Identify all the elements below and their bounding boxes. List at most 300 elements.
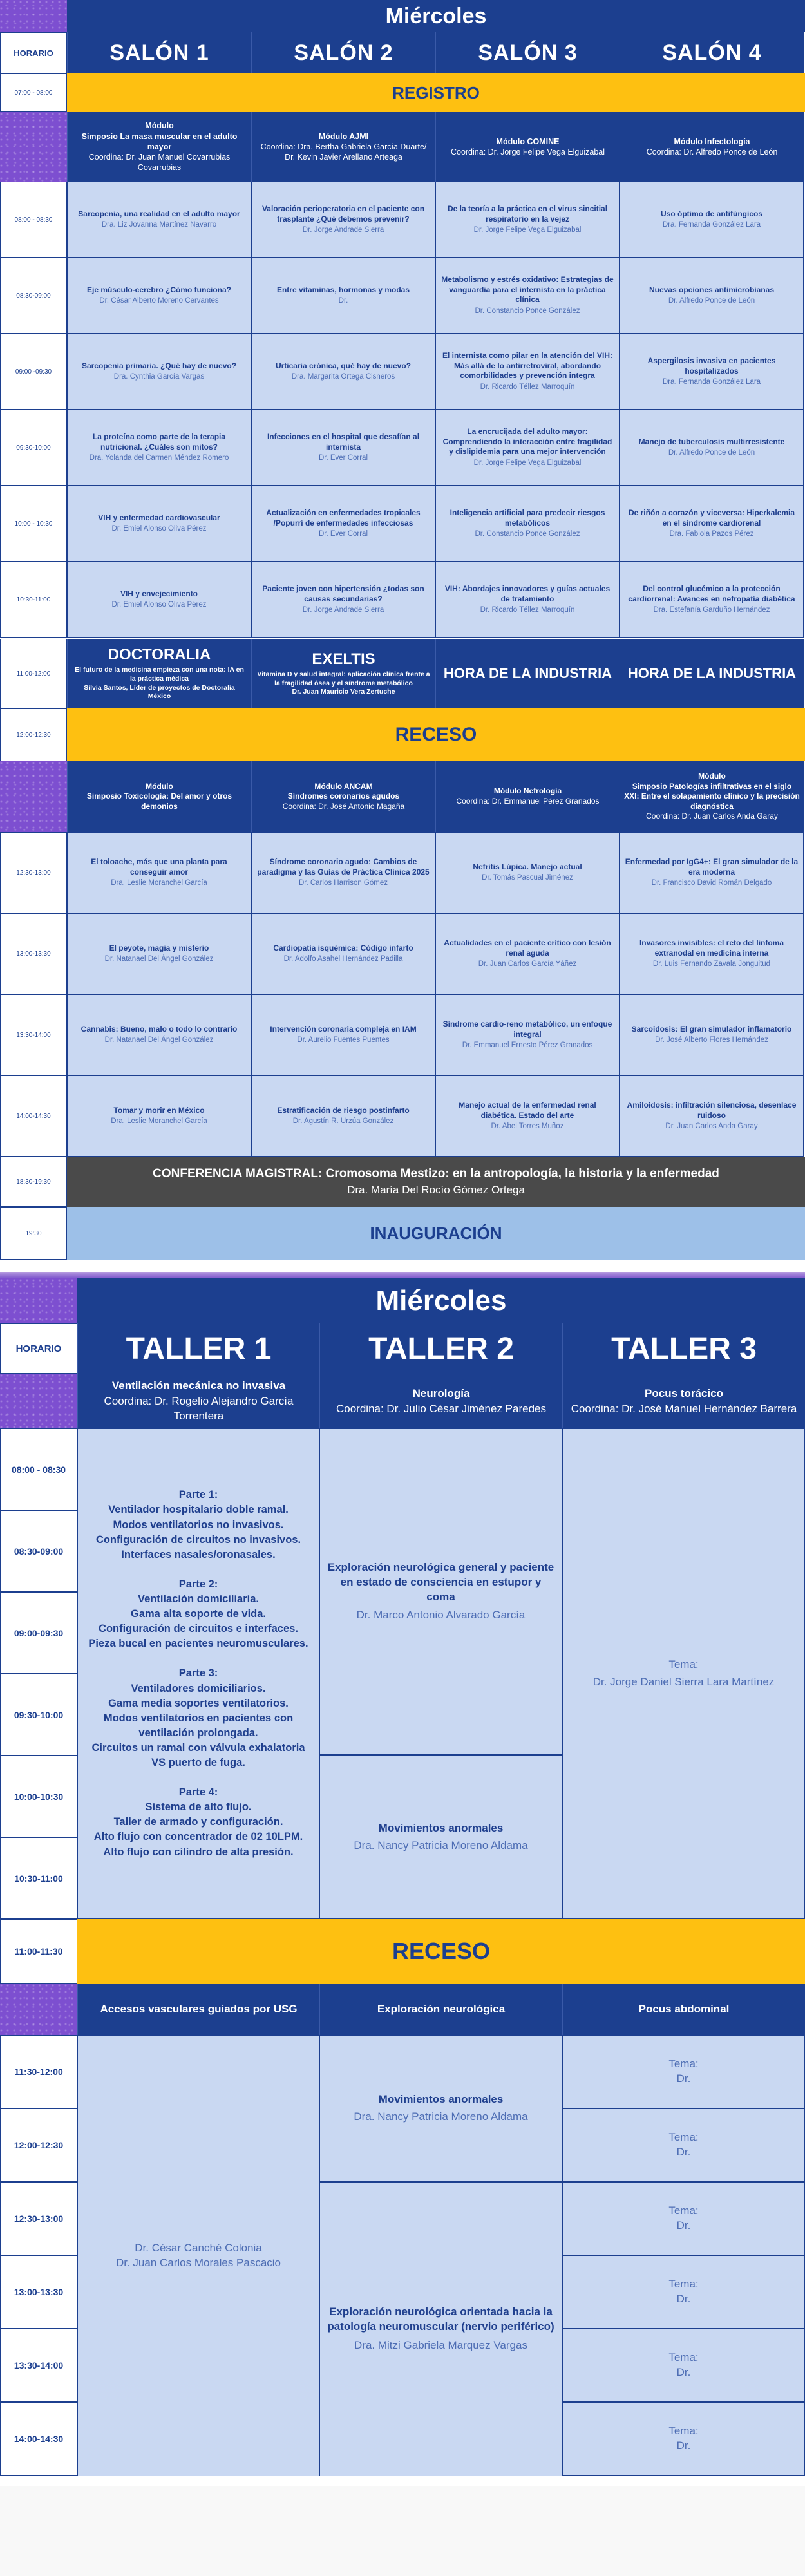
time-label: 11:00-11:30 bbox=[14, 1946, 63, 1956]
session-title: Infecciones en el hospital que desafían al internista bbox=[267, 431, 420, 451]
time-slot bbox=[0, 2108, 77, 2182]
time-label: 13:00-13:30 bbox=[14, 2287, 64, 2297]
time-inauguracion bbox=[0, 1207, 67, 1260]
industry-brand: HORA DE LA INDUSTRIA bbox=[627, 665, 797, 681]
module-title: Accesos vasculares guiados por USG bbox=[100, 2003, 298, 2016]
taller2-session-a2 bbox=[319, 1755, 562, 1919]
session-cell bbox=[620, 913, 804, 994]
module-info bbox=[643, 137, 782, 158]
time-slot bbox=[0, 410, 67, 486]
session-title: Exploración neurológica general y paciente en estado de consciencia en estupor y coma bbox=[327, 1560, 554, 1603]
session-speaker: Dr. Carlos Harrison Gómez bbox=[298, 879, 388, 887]
module-header bbox=[435, 112, 620, 182]
module-header bbox=[67, 112, 251, 182]
session-title: VIH y envejecimiento bbox=[120, 589, 198, 598]
session-title: Aspergilosis invasiva en pacientes hospitalizados bbox=[647, 355, 776, 375]
session-speaker: Dr. Ricardo Téllez Marroquín bbox=[480, 383, 575, 391]
session-info bbox=[252, 432, 435, 463]
module-title: Módulo Infectología bbox=[674, 137, 750, 146]
industry-cell bbox=[251, 639, 435, 708]
session-info bbox=[74, 209, 243, 231]
session-cell bbox=[251, 994, 435, 1075]
module-title: Pocus torácico bbox=[645, 1387, 723, 1399]
taller-header-label: TALLER 1 bbox=[126, 1331, 272, 1366]
session-title: Inteligencia artificial para predecir riesgos metabólicos bbox=[450, 507, 605, 527]
session-speaker: Dr. Alfredo Ponce de León bbox=[668, 449, 755, 457]
session-speaker: Dr. Juan Carlos García Yáñez bbox=[478, 960, 577, 969]
session-info bbox=[620, 938, 803, 969]
session-speaker: Dr. bbox=[676, 2146, 691, 2158]
session-info bbox=[436, 351, 619, 392]
taller1-content bbox=[77, 1428, 319, 1919]
module-corner-a bbox=[0, 112, 67, 182]
session-cell bbox=[435, 913, 620, 994]
session-cell bbox=[67, 913, 251, 994]
session-info bbox=[436, 1101, 619, 1132]
session-cell bbox=[67, 562, 251, 638]
session-info bbox=[620, 584, 803, 615]
taller-header bbox=[319, 1323, 562, 1374]
module-info bbox=[78, 1378, 319, 1424]
horario-header bbox=[0, 32, 67, 73]
inauguracion-label: INAUGURACIÓN bbox=[370, 1223, 502, 1243]
session-cell bbox=[435, 832, 620, 913]
session-info bbox=[620, 508, 803, 539]
time-receso bbox=[0, 1919, 77, 1984]
time-label: 11:30-12:00 bbox=[14, 2067, 63, 2077]
module-title: Módulo AJMI bbox=[318, 131, 369, 141]
session-info bbox=[436, 275, 619, 316]
industry-text: El futuro de la medicina empieza con una nota: IA en la práctica médica Silvia Santos, Líder de proyectos de Doctoralia México bbox=[75, 666, 244, 701]
session-speaker: Dr. Ricardo Téllez Marroquín bbox=[480, 606, 575, 614]
session-speaker: Dra. Mitzi Gabriela Marquez Vargas bbox=[354, 2338, 527, 2351]
session-title: Sarcopenia, una realidad en el adulto mayor bbox=[78, 209, 240, 218]
session-cell bbox=[435, 562, 620, 638]
session-cell bbox=[620, 562, 804, 638]
time-slot bbox=[0, 2255, 77, 2329]
session-title: Tema: bbox=[668, 2204, 699, 2217]
session-cell bbox=[620, 258, 804, 334]
session-speaker: Dr. César Canché Colonia Dr. Juan Carlos Morales Pascacio bbox=[115, 2241, 281, 2269]
time-industria bbox=[0, 639, 67, 708]
session-speaker: Dr. bbox=[676, 2439, 691, 2452]
room-header bbox=[67, 32, 251, 73]
session-title: Nefritis Lúpica. Manejo actual bbox=[473, 862, 582, 871]
session-title: Manejo de tuberculosis multirresistente bbox=[638, 437, 785, 446]
module-header bbox=[319, 1374, 562, 1428]
session-info bbox=[252, 857, 435, 888]
session-title: Tomar y morir en México bbox=[113, 1105, 205, 1115]
module-header bbox=[251, 112, 435, 182]
time-slot bbox=[0, 1837, 77, 1919]
module-coordinator: Coordina: Dr. Rogelio Alejandro García Torrentera bbox=[104, 1394, 294, 1423]
time-label: 07:00 - 08:00 bbox=[14, 89, 53, 97]
session-speaker: Dr. Emmanuel Ernesto Pérez Granados bbox=[462, 1041, 593, 1050]
session-cell bbox=[251, 913, 435, 994]
taller-header-label: TALLER 3 bbox=[611, 1331, 757, 1366]
session-speaker: Dr. Emiel Alonso Oliva Pérez bbox=[111, 525, 207, 533]
session-cell bbox=[67, 486, 251, 562]
session-title: Movimientos anormales bbox=[378, 1821, 504, 1834]
receso-label: RECESO bbox=[395, 724, 477, 745]
module-corner-a bbox=[0, 1374, 77, 1428]
session-info bbox=[78, 361, 240, 383]
conferencia-title: CONFERENCIA MAGISTRAL: Cromosoma Mestizo: en la antropología, la historia y la enfermedad bbox=[153, 1167, 719, 1180]
session-cell bbox=[435, 410, 620, 486]
time-slot bbox=[0, 2035, 77, 2108]
session-speaker: Dr. Ever Corral bbox=[318, 530, 368, 538]
module-title: Módulo Simposio Patologías infiltrativas en el siglo XXI: Entre el solapamiento clínico y la precisión diagnóstica bbox=[624, 772, 800, 811]
session-speaker: Dra. Yolanda del Carmen Méndez Romero bbox=[89, 454, 229, 462]
time-label: 12:30-13:00 bbox=[14, 2213, 64, 2224]
time-label: 09:30-10:00 bbox=[14, 1709, 64, 1720]
module-coordinator: Coordina: Dr. José Manuel Hernández Barrera bbox=[571, 1402, 797, 1415]
session-title: VIH y enfermedad cardiovascular bbox=[98, 513, 220, 522]
horario-header bbox=[0, 1323, 77, 1374]
module-coordinator: Coordina: Dr. Juan Carlos Anda Garay bbox=[646, 811, 778, 821]
session-title: Tema: bbox=[668, 2131, 699, 2144]
room-header-label: SALÓN 2 bbox=[294, 40, 393, 65]
module-title: Ventilación mecánica no invasiva bbox=[111, 1379, 286, 1392]
module-header bbox=[620, 112, 804, 182]
taller2-session-b2 bbox=[319, 2182, 562, 2476]
time-label: 13:00-13:30 bbox=[16, 950, 51, 958]
session-title: Exploración neurológica orientada hacia la patología neuromuscular (nervio periférico) bbox=[327, 2306, 554, 2333]
taller3-session-a bbox=[562, 1428, 805, 1919]
time-slot bbox=[0, 486, 67, 562]
session-cell bbox=[435, 334, 620, 410]
module-info bbox=[68, 120, 251, 173]
session-speaker: Dr. Agustín R. Urzúa González bbox=[292, 1117, 394, 1126]
time-label: 14:00-14:30 bbox=[14, 2434, 64, 2444]
horario-label: HORARIO bbox=[14, 48, 53, 58]
time-label: 11:00-12:00 bbox=[16, 670, 51, 677]
module-coordinator: Coordina: Dr. Juan Manuel Covarrubias Covarrubias bbox=[88, 153, 231, 173]
time-slot bbox=[0, 258, 67, 334]
time-label: 12:00-12:30 bbox=[14, 2140, 64, 2150]
session-title: La encrucijada del adulto mayor: Comprendiendo la interacción entre fragilidad y dislipidemia para una mejor intervención bbox=[442, 427, 612, 457]
taller3-session bbox=[562, 2329, 805, 2402]
session-title: Tema: bbox=[668, 1658, 699, 1671]
session-speaker: Dr. Jorge Daniel Sierra Lara Martínez bbox=[592, 1676, 775, 1688]
session-cell bbox=[67, 994, 251, 1075]
taller1-session-b bbox=[77, 2035, 319, 2476]
module-info bbox=[328, 1386, 554, 1417]
time-label: 10:30-11:00 bbox=[16, 596, 51, 603]
module-header bbox=[562, 1374, 805, 1428]
module-title: Módulo COMINE bbox=[496, 137, 560, 146]
time-label: 13:30-14:00 bbox=[14, 2360, 64, 2371]
session-title: Cannabis: Bueno, malo o todo lo contrario bbox=[80, 1024, 238, 1034]
session-speaker: Dr. Luis Fernando Zavala Jonguitud bbox=[652, 960, 771, 969]
session-speaker: Dra. Margarita Ortega Cisneros bbox=[291, 373, 395, 381]
time-label: 14:00-14:30 bbox=[16, 1112, 51, 1120]
session-speaker: Dra. Leslie Moranchel García bbox=[111, 1117, 207, 1126]
session-info bbox=[436, 508, 619, 539]
session-info bbox=[620, 356, 803, 387]
horario-label: HORARIO bbox=[15, 1343, 62, 1354]
time-slot bbox=[0, 2329, 77, 2402]
session-title: VIH: Abordajes innovadores y guías actuales de tratamiento bbox=[444, 583, 611, 603]
session-speaker: Dr. Jorge Felipe Vega Elguizabal bbox=[473, 459, 582, 467]
module-coordinator: Coordina: Dr. Jorge Felipe Vega Elguizabal bbox=[450, 147, 605, 156]
time-label: 08:00 - 08:30 bbox=[11, 1464, 66, 1475]
session-title: La proteína como parte de la terapia nutricional. ¿Cuáles son mitos? bbox=[92, 431, 226, 451]
session-speaker: Dra. Fabiola Pazos Pérez bbox=[669, 530, 754, 538]
time-label: 08:30-09:00 bbox=[14, 1546, 64, 1557]
session-speaker: Dr. Natanael Del Ángel González bbox=[104, 1036, 214, 1045]
room-header-label: SALÓN 4 bbox=[662, 40, 762, 65]
module-info bbox=[279, 782, 408, 812]
session-info bbox=[252, 204, 435, 235]
taller2-session-a1 bbox=[319, 1428, 562, 1755]
session-title: Sarcoidosis: El gran simulador inflamatorio bbox=[631, 1024, 792, 1034]
module-corner-b bbox=[0, 1984, 77, 2035]
module-title: Neurología bbox=[412, 1387, 470, 1399]
inauguracion-bar bbox=[67, 1207, 805, 1260]
session-info bbox=[436, 204, 619, 235]
session-title: Amiloidosis: infiltración silenciosa, desenlace ruidoso bbox=[627, 1100, 797, 1120]
time-conferencia bbox=[0, 1157, 67, 1207]
session-speaker: Dr. Tomás Pascual Jiménez bbox=[482, 874, 573, 882]
session-cell bbox=[251, 1075, 435, 1157]
session-speaker: Dra. Nancy Patricia Moreno Aldama bbox=[354, 1839, 528, 1852]
session-speaker: Dr. José Alberto Flores Hernández bbox=[655, 1036, 768, 1045]
session-info bbox=[436, 1019, 619, 1050]
session-title: Uso óptimo de antifúngicos bbox=[661, 209, 762, 218]
session-speaker: Dr. Juan Carlos Anda Garay bbox=[665, 1122, 758, 1131]
registro-bar bbox=[67, 73, 805, 112]
session-cell bbox=[67, 258, 251, 334]
session-info bbox=[635, 437, 789, 459]
day-title bbox=[67, 0, 805, 32]
corner-pattern bbox=[0, 1278, 77, 1323]
session-info bbox=[620, 1101, 803, 1132]
session-cell bbox=[620, 486, 804, 562]
session-info bbox=[469, 862, 585, 884]
module-header bbox=[77, 1984, 319, 2035]
taller3-session bbox=[562, 2182, 805, 2255]
session-speaker: Dr. Jorge Andrade Sierra bbox=[302, 226, 384, 234]
session-cell bbox=[435, 994, 620, 1075]
session-speaker: Dra. Estefanía Garduño Hernández bbox=[653, 606, 770, 614]
time-slot bbox=[0, 1756, 77, 1837]
day-title-text: Miércoles bbox=[375, 1285, 507, 1316]
session-title: Eje músculo-cerebro ¿Cómo funciona? bbox=[86, 285, 232, 294]
session-speaker: Dr. Emiel Alonso Oliva Pérez bbox=[111, 601, 207, 609]
session-cell bbox=[251, 410, 435, 486]
session-info bbox=[252, 584, 435, 615]
module-coordinator: Coordina: Dra. Bertha Gabriela García Duarte/ Dr. Kevin Javier Arellano Arteaga bbox=[260, 142, 427, 162]
session-info bbox=[269, 943, 417, 965]
industry-text: Vitamina D y salud integral: aplicación clínica frente a la fragilidad ósea y el síndrome metabólico Dr. Juan Mauricio Vera Zertuche bbox=[257, 670, 430, 696]
session-speaker: Dr. Natanael Del Ángel González bbox=[104, 955, 214, 963]
session-title: Entre vitaminas, hormonas y modas bbox=[276, 285, 410, 294]
session-speaker: Dr. bbox=[676, 2219, 691, 2231]
session-speaker: Dra. Nancy Patricia Moreno Aldama bbox=[354, 2110, 528, 2123]
industry-cell bbox=[67, 639, 251, 708]
module-info bbox=[447, 137, 609, 158]
time-label: 09:00 -09:30 bbox=[15, 368, 52, 375]
module-title: Módulo ANCAM Síndromes coronarios agudos bbox=[287, 781, 400, 801]
session-cell bbox=[67, 832, 251, 913]
module-title: Exploración neurológica bbox=[377, 2003, 506, 2016]
day-title-text: Miércoles bbox=[385, 3, 487, 28]
session-title: Sarcopenia primaria. ¿Qué hay de nuevo? bbox=[81, 361, 237, 370]
session-info bbox=[77, 1025, 242, 1046]
time-label: 18:30-19:30 bbox=[16, 1178, 51, 1186]
taller3-session bbox=[562, 2108, 805, 2182]
session-speaker: Dr. bbox=[676, 2293, 691, 2305]
time-label: 09:30-10:00 bbox=[16, 444, 51, 451]
session-info bbox=[273, 285, 413, 307]
session-info bbox=[620, 857, 803, 888]
session-speaker: Dra. Fernanda González Lara bbox=[662, 221, 761, 229]
session-title: Tema: bbox=[668, 2278, 699, 2291]
session-info bbox=[68, 857, 251, 888]
module-title: Pocus abdominal bbox=[638, 2003, 730, 2016]
session-cell bbox=[620, 1075, 804, 1157]
time-label: 08:30-09:00 bbox=[16, 292, 51, 299]
module-header bbox=[67, 761, 251, 832]
session-speaker: Dra. Liz Jovanna Martínez Navarro bbox=[101, 221, 217, 229]
session-cell bbox=[435, 258, 620, 334]
module-coordinator: Coordina: Dr. Emmanuel Pérez Granados bbox=[456, 797, 600, 806]
corner-pattern bbox=[0, 0, 67, 32]
session-cell bbox=[620, 832, 804, 913]
schedule-salones bbox=[0, 0, 805, 1272]
module-info bbox=[564, 1386, 805, 1417]
session-cell bbox=[435, 182, 620, 258]
taller2-session-b1 bbox=[319, 2035, 562, 2182]
session-title: Movimientos anormales bbox=[378, 2093, 504, 2106]
industry-cell bbox=[620, 639, 804, 708]
time-slot bbox=[0, 1075, 67, 1157]
taller3-session bbox=[562, 2255, 805, 2329]
session-info bbox=[107, 1106, 211, 1127]
module-header bbox=[77, 1374, 319, 1428]
session-title: Valoración perioperatoria en el paciente con trasplante ¿Qué debemos prevenir? bbox=[261, 204, 425, 223]
time-slot bbox=[0, 2402, 77, 2476]
conferencia-speaker: Dra. María Del Rocío Gómez Ortega bbox=[347, 1184, 525, 1196]
session-title: Del control glucémico a la protección cardiorrenal: Avances en nefropatía diabética bbox=[628, 583, 795, 603]
session-speaker: Dra. Leslie Moranchel García bbox=[111, 879, 207, 887]
session-info bbox=[83, 285, 235, 307]
industry-brand: EXELTIS bbox=[312, 650, 375, 668]
schedule-talleres bbox=[0, 1278, 805, 2486]
session-title: Cardiopatía isquémica: Código infarto bbox=[273, 943, 413, 952]
session-speaker: Dr. Constancio Ponce González bbox=[475, 307, 580, 315]
session-title: Actualización en enfermedades tropicales /Popurrí de enfermedades infecciosas bbox=[266, 507, 421, 527]
module-title: Módulo Nefrología bbox=[493, 786, 562, 796]
room-header bbox=[435, 32, 620, 73]
session-title: Urticaria crónica, qué hay de nuevo? bbox=[275, 361, 412, 370]
session-info bbox=[266, 1025, 420, 1046]
time-label: 10:30-11:00 bbox=[14, 1873, 63, 1884]
module-info bbox=[452, 786, 603, 806]
session-cell bbox=[251, 182, 435, 258]
session-speaker: Dr. Alfredo Ponce de León bbox=[668, 297, 755, 305]
session-title: Invasores invisibles: el reto del linfoma extranodal en medicina interna bbox=[639, 938, 784, 958]
session-cell bbox=[435, 1075, 620, 1157]
industry-brand: DOCTORALIA bbox=[108, 646, 211, 664]
session-cell bbox=[67, 410, 251, 486]
time-slot bbox=[0, 1674, 77, 1756]
session-info bbox=[436, 584, 619, 615]
room-header bbox=[620, 32, 804, 73]
session-info bbox=[252, 508, 435, 539]
session-info bbox=[68, 432, 251, 463]
time-slot bbox=[0, 2182, 77, 2255]
time-label: 13:30-14:00 bbox=[16, 1031, 51, 1039]
session-title: Actualidades en el paciente crítico con lesión renal aguda bbox=[444, 938, 611, 958]
module-header bbox=[319, 1984, 562, 2035]
session-info bbox=[657, 209, 766, 231]
taller-header bbox=[562, 1323, 805, 1374]
registro-label: REGISTRO bbox=[392, 82, 480, 102]
time-slot bbox=[0, 1428, 77, 1510]
time-slot bbox=[0, 562, 67, 638]
module-coordinator: Coordina: Dr. Julio César Jiménez Paredes bbox=[336, 1402, 546, 1415]
session-cell bbox=[251, 562, 435, 638]
module-info bbox=[620, 772, 804, 822]
module-corner-b bbox=[0, 761, 67, 832]
session-title: El peyote, magia y misterio bbox=[109, 943, 209, 952]
receso-label: RECESO bbox=[392, 1938, 491, 1964]
session-speaker: Dr. Adolfo Asahel Hernández Padilla bbox=[283, 955, 403, 963]
taller-header-label: TALLER 2 bbox=[368, 1331, 514, 1366]
time-label: 19:30 bbox=[25, 1229, 42, 1237]
day-title bbox=[77, 1278, 805, 1323]
conferencia-magistral bbox=[67, 1157, 805, 1207]
session-cell bbox=[620, 410, 804, 486]
room-header-label: SALÓN 3 bbox=[478, 40, 578, 65]
session-cell bbox=[620, 334, 804, 410]
time-label: 12:30-13:00 bbox=[16, 869, 51, 876]
time-registro bbox=[0, 73, 67, 112]
session-title: El toloache, más que una planta para conseguir amor bbox=[91, 857, 227, 876]
time-slot bbox=[0, 1592, 77, 1674]
time-label: 10:00 - 10:30 bbox=[14, 520, 53, 527]
module-header bbox=[620, 761, 804, 832]
session-title: Tema: bbox=[668, 2058, 699, 2070]
module-header bbox=[562, 1984, 805, 2035]
session-title: Nuevas opciones antimicrobianas bbox=[649, 285, 775, 294]
module-info bbox=[252, 131, 435, 163]
session-speaker: Dr. Constancio Ponce González bbox=[475, 530, 580, 538]
session-info bbox=[273, 1106, 413, 1127]
session-title: De la teoría a la práctica en el virus sincitial respiratorio en la vejez bbox=[447, 204, 608, 223]
session-cell bbox=[251, 258, 435, 334]
session-title: Tema: bbox=[668, 2425, 699, 2438]
session-info bbox=[436, 427, 619, 468]
session-title: Paciente joven con hipertensión ¿todas son causas secundarias? bbox=[262, 583, 424, 603]
receso-bar bbox=[77, 1919, 805, 1984]
session-title: El internista como pilar en la atención del VIH: Más allá de lo antirretroviral, abordando comorbilidades y prevención integra bbox=[442, 351, 613, 381]
session-title: Síndrome cardio-reno metabólico, un enfoque integral bbox=[442, 1019, 612, 1039]
session-speaker: Dr. bbox=[676, 2366, 691, 2378]
time-slot bbox=[0, 913, 67, 994]
time-slot bbox=[0, 334, 67, 410]
session-title: De riñón a corazón y viceversa: Hiperkalemia en el síndrome cardiorenal bbox=[628, 507, 795, 527]
session-info bbox=[101, 943, 218, 965]
taller-header bbox=[77, 1323, 319, 1374]
session-speaker: Dra. Cynthia García Vargas bbox=[113, 373, 205, 381]
session-speaker: Dr. Francisco David Román Delgado bbox=[651, 879, 772, 887]
time-label: 09:00-09:30 bbox=[14, 1627, 64, 1638]
session-title: Síndrome coronario agudo: Cambios de paradigma y las Guías de Práctica Clínica 2025 bbox=[257, 857, 430, 876]
session-cell bbox=[435, 486, 620, 562]
